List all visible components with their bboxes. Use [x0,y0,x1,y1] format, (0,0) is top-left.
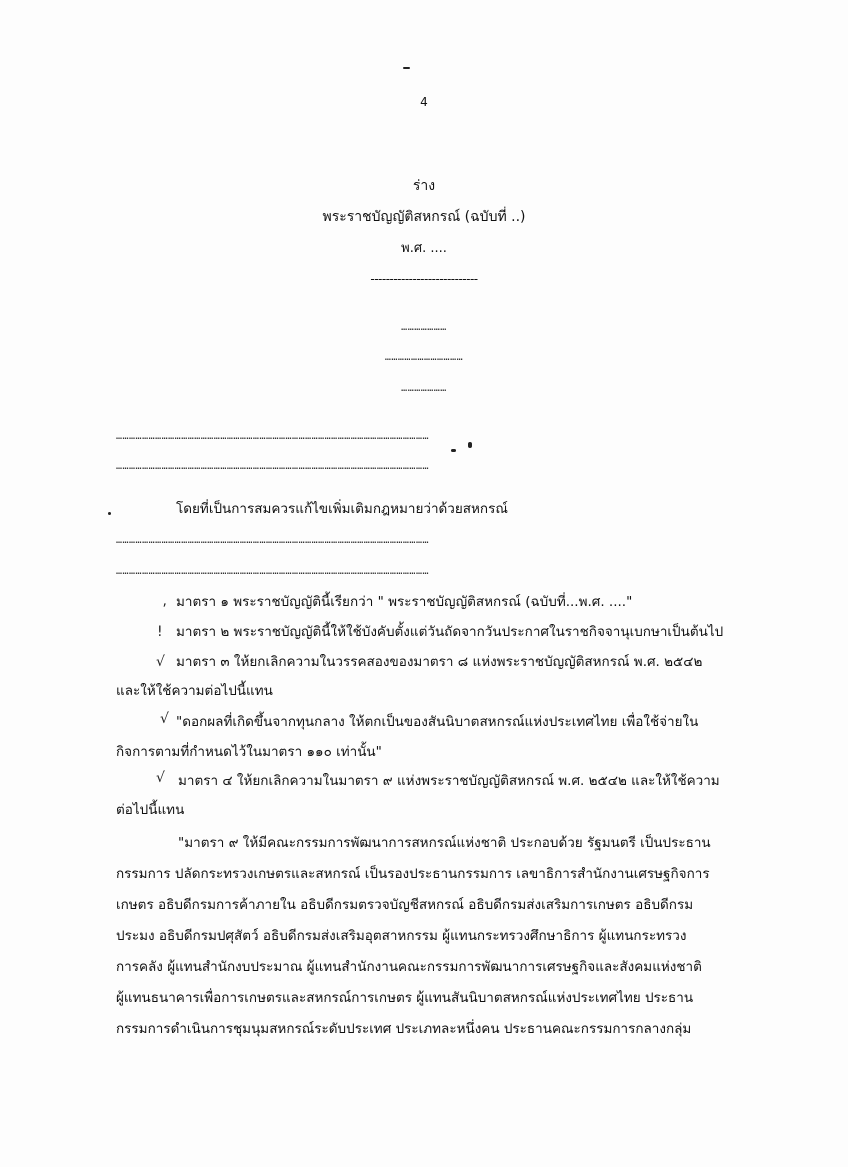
margin-mark-5: √ [156,770,165,786]
header-divider: ---------------------------- [370,272,478,286]
section-3-quote-line-1: "ดอกผลที่เกิดขึ้นจากทุนกลาง ให้ตกเป็นของสันนิบาตสหกรณ์แห่งประเทศไทย เพื่อใช้จ่ายใน [176,714,699,730]
section-3-quote-line-2: กิจการตามที่กำหนดไว้ในมาตรา ๑๑๐ เท่านั้น" [116,744,382,760]
act-title: พระราชบัญญัติสหกรณ์ (ฉบับที่ ..) [322,209,526,225]
year-line: พ.ศ. .... [401,241,447,256]
section-9-line-2: กรรมการ ปลัดกระทรวงเกษตรและสหกรณ์ เป็นรองประธานกรรมการ เลขาธิการสำนักงานเศรษฐกิจการ [116,866,710,882]
section-3-line-1: มาตรา ๓ ให้ยกเลิกความในวรรคสองของมาตรา ๘ แห่งพระราชบัญญัติสหกรณ์ พ.ศ. ๒๕๔๒ [176,654,703,670]
scan-speck [403,67,410,69]
section-4-line-2: ต่อไปนี้แทน [116,802,185,818]
section-9-line-1: "มาตรา ๙ ให้มีคณะกรรมการพัฒนาการสหกรณ์แห่งชาติ ประกอบด้วย รัฐมนตรี เป็นประธาน [178,835,711,851]
whereas-clause: โดยที่เป็นการสมควรแก้ไขเพิ่มเติมกฎหมายว่าด้วยสหกรณ์ [176,501,508,517]
preamble-dots-1: ……………………………………………………………………………………………………………………………… [116,431,429,442]
section-9-line-6: ผู้แทนธนาคารเพื่อการเกษตรและสหกรณ์การเกษตร ผู้แทนสันนิบาตสหกรณ์แห่งประเทศไทย ประธาน [116,990,694,1006]
preamble-dots-2: ……………………………………………………………………………………………………………………………… [116,461,429,472]
scan-speck [468,442,472,448]
scan-speck [108,512,111,515]
section-9-line-7: กรรมการดำเนินการชุมนุมสหกรณ์ระดับประเทศ ประเภทละหนึ่งคน ประธานคณะกรรมการกลางกลุ่ม [116,1021,692,1037]
section-9-line-3: เกษตร อธิบดีกรมการค้าภายใน อธิบดีกรมตรวจบัญชีสหกรณ์ อธิบดีกรมส่งเสริมการเกษตร อธิบดีกรม [116,897,694,913]
whereas-dots-2: ……………………………………………………………………………………………………………………………… [116,566,429,577]
margin-mark-3: √ [156,654,165,670]
page-number: 4 [420,95,428,109]
signature-dots-1: ………………… [401,322,447,333]
signature-dots-2: ……………………………… [384,352,464,363]
section-2: มาตรา ๒ พระราชบัญญัตินี้ให้ใช้บังคับตั้งแต่วันถัดจากวันประกาศในราชกิจจานุเบกษาเป็นต้นไป [176,624,724,640]
section-9-line-5: การคลัง ผู้แทนสำนักงบประมาณ ผู้แทนสำนักงานคณะกรรมการพัฒนาการเศรษฐกิจและสังคมแห่งชาติ [116,959,702,975]
scan-speck [451,449,456,452]
whereas-dots-1: ……………………………………………………………………………………………………………………………… [116,535,429,546]
section-4-line-1: มาตรา ๔ ให้ยกเลิกความในมาตรา ๙ แห่งพระราชบัญญัติสหกรณ์ พ.ศ. ๒๕๔๒ และให้ใช้ความ [178,773,720,789]
signature-dots-3: ………………… [401,383,447,394]
margin-mark-2: ! [157,624,163,640]
section-9-line-4: ประมง อธิบดีกรมปศุสัตว์ อธิบดีกรมส่งเสริมอุตสาหกรรม ผู้แทนกระทรวงศึกษาธิการ ผู้แทนกระทรวง [116,928,687,944]
draft-label: ร่าง [412,178,436,194]
margin-mark-1: ⸴ [163,595,167,611]
section-3-line-2: และให้ใช้ความต่อไปนี้แทน [116,683,273,699]
section-1: มาตรา ๑ พระราชบัญญัตินี้เรียกว่า " พระราชบัญญัติสหกรณ์ (ฉบับที่...พ.ศ. ...." [176,594,633,610]
margin-mark-4: √ [160,711,169,727]
